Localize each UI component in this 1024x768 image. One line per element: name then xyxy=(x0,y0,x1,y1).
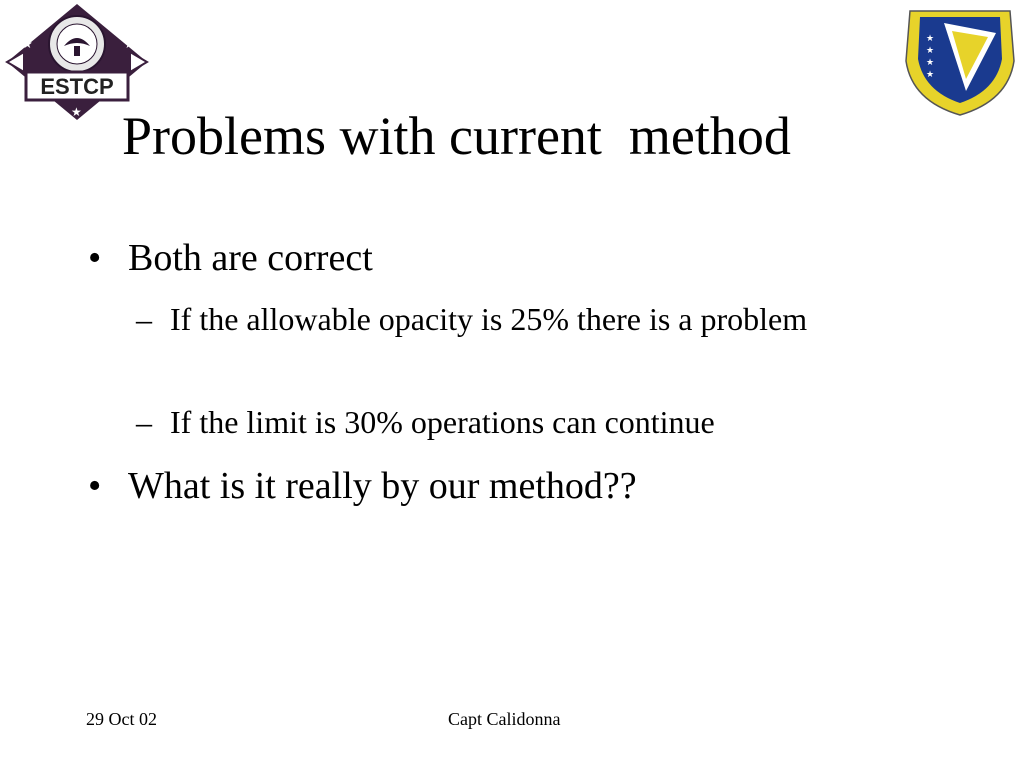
bullet-marker: • xyxy=(88,465,102,507)
svg-text:★: ★ xyxy=(926,46,935,56)
slide-title: Problems with current method xyxy=(122,106,791,166)
svg-text:★: ★ xyxy=(22,37,33,51)
bullet-text: Both are correct xyxy=(128,237,373,279)
svg-text:★: ★ xyxy=(926,58,935,68)
footer-date: 29 Oct 02 xyxy=(86,709,157,729)
afrl-logo xyxy=(896,3,1024,118)
svg-text:★: ★ xyxy=(926,70,935,80)
bullet-marker: • xyxy=(88,237,102,279)
sub-bullet-text: If the limit is 30% operations can continue xyxy=(170,404,715,440)
sub-bullet-text: If the allowable opacity is 25% there is a problem xyxy=(170,301,808,337)
bullet-text: What is it really by our method?? xyxy=(128,465,637,507)
estcp-logo-text: ESTCP xyxy=(40,74,114,99)
sub-bullet-marker: – xyxy=(136,301,152,337)
svg-text:★: ★ xyxy=(71,105,82,119)
footer-presenter: Capt Calidonna xyxy=(448,709,561,729)
svg-text:★: ★ xyxy=(926,34,935,44)
sub-bullet-marker: – xyxy=(136,404,152,440)
svg-text:★: ★ xyxy=(124,37,135,51)
